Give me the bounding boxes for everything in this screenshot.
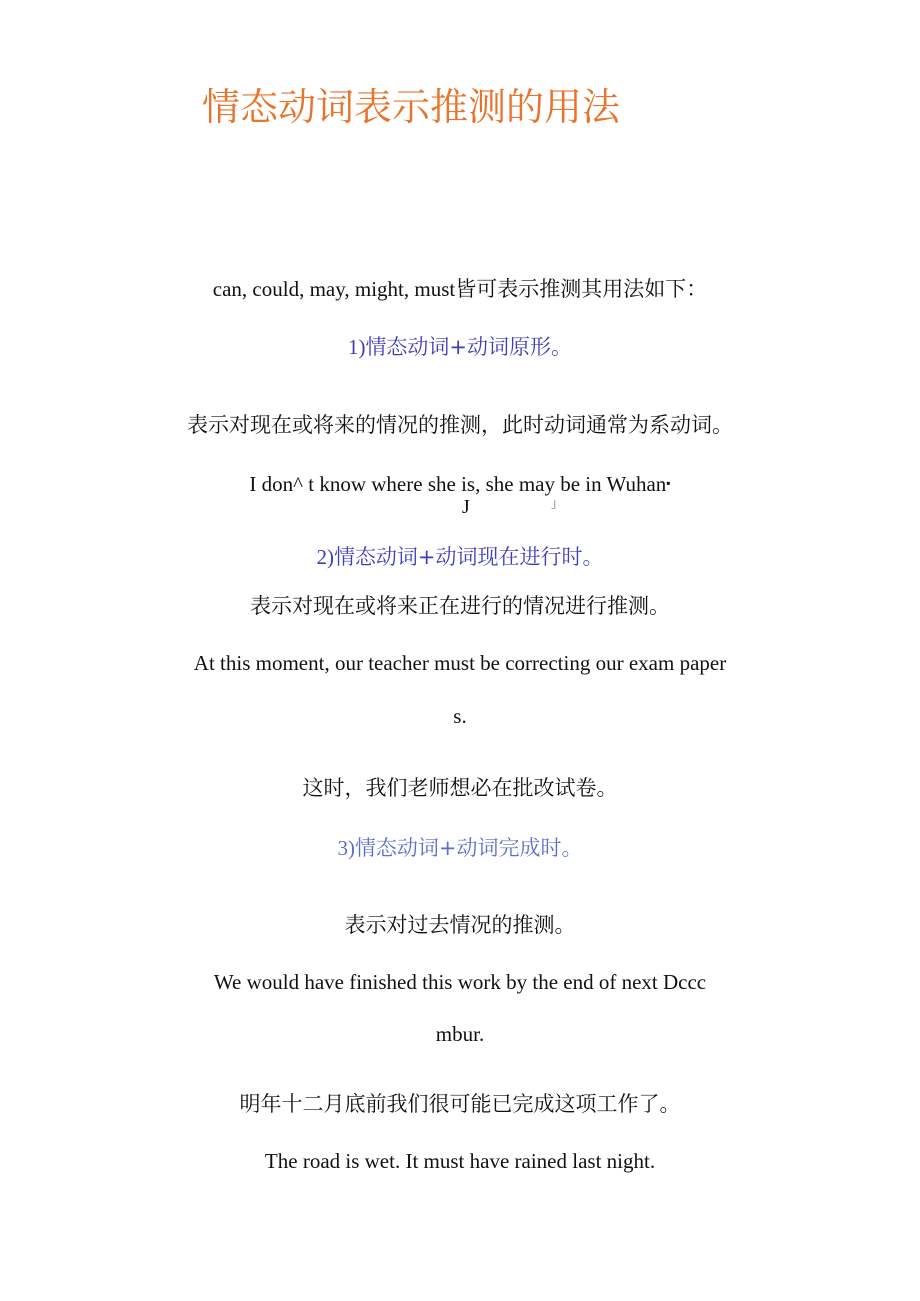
section1-description: 表示对现在或将来的情况的推测，此时动词通常为系动词。 [187, 413, 733, 437]
section3-translation: 明年十二月底前我们很可能已完成这项工作了。 [239, 1092, 681, 1116]
section1-example-mark: ▪ [666, 476, 671, 490]
section3-example-line2: mbur. [435, 1022, 485, 1046]
section2-title: 情态动词+动词现在进行时。 [333, 545, 604, 569]
stray-mark: 」 [551, 496, 564, 510]
section1-number: 1) [347, 335, 366, 359]
section3-number: 3) [337, 836, 355, 860]
intro-line [0, 279, 920, 300]
section3-heading [0, 838, 920, 859]
section3-title: 情态动词+动词完成时。 [354, 836, 583, 860]
intro-modals: can, could, may, might, must [212, 277, 456, 301]
section3-description: 表示对过去情况的推测。 [344, 913, 576, 937]
section1-example-text: I don^ t know where she is, she may be in Wuhan [249, 472, 667, 496]
intro-text: 皆可表示推测其用法如下： [455, 277, 708, 301]
section2-heading [0, 547, 920, 568]
section3-example2: The road is wet. It must have rained last night. [264, 1149, 656, 1173]
section1-heading [0, 337, 920, 358]
section2-example-line2: s. [453, 704, 467, 728]
section2-example-line1: At this moment, our teacher must be correcting our exam paper [193, 651, 727, 675]
section1-example [0, 474, 920, 495]
section1-title: 情态动词+动词原形。 [365, 335, 573, 359]
section2-number: 2) [316, 545, 334, 569]
page-title: 情态动词表示推测的用法 [202, 85, 621, 129]
stray-letter: J [462, 496, 470, 518]
section2-description: 表示对现在或将来正在进行的情况进行推测。 [250, 594, 670, 618]
section3-example-line1: We would have finished this work by the end of next Dccc [213, 970, 707, 994]
section2-translation: 这时，我们老师想必在批改试卷。 [302, 776, 618, 800]
